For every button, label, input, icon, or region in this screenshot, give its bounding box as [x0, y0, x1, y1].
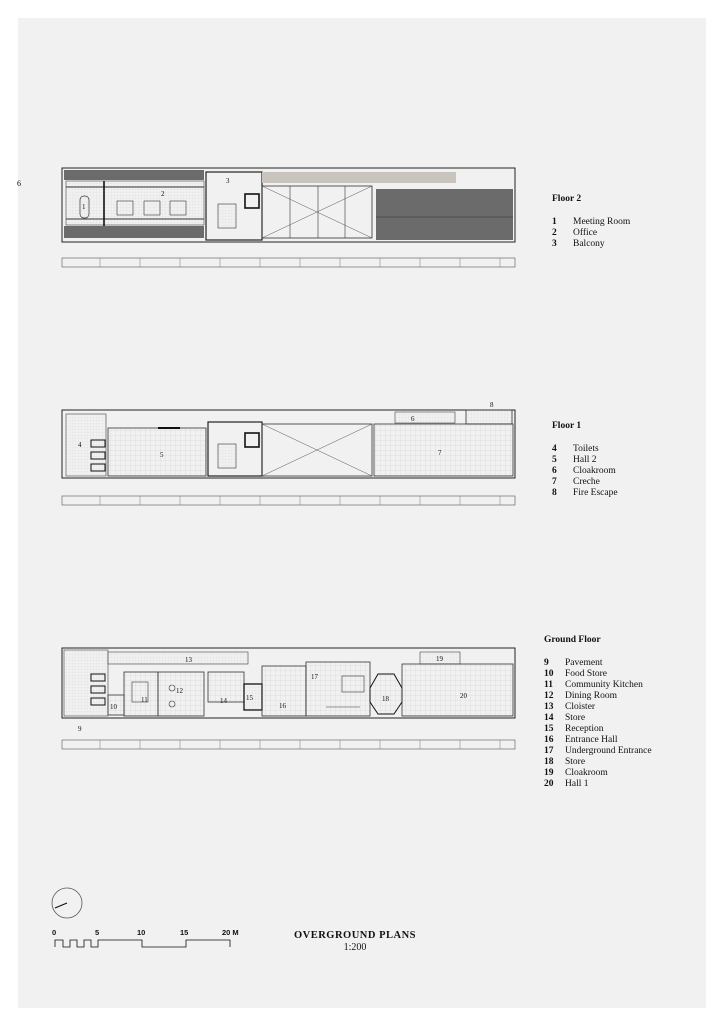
toilets-zone	[66, 414, 106, 476]
legend-item: 19 Cloakroom	[544, 768, 608, 778]
legend-item: 17 Underground Entrance	[544, 746, 652, 756]
floor1-facade	[62, 496, 515, 505]
plan-label-15: 15	[246, 694, 253, 702]
floor2-roof-block	[376, 189, 513, 240]
plan-label-12: 12	[176, 687, 183, 695]
hall2-room	[108, 428, 206, 476]
legend-item: 6 Cloakroom	[552, 466, 616, 476]
legend-item: 12 Dining Room	[544, 691, 617, 701]
legend-item: 1 Meeting Room	[552, 217, 631, 227]
plan-label-18: 18	[382, 695, 389, 703]
legend-item: 15 Reception	[544, 724, 604, 734]
scale-tick: 5	[95, 928, 100, 937]
scale-tick: 20 M	[222, 928, 239, 937]
plan-label-10: 10	[110, 703, 117, 711]
drawing-title: OVERGROUND PLANS	[293, 930, 417, 941]
ground-plan	[62, 648, 515, 749]
drawing-scale: 1:200	[343, 942, 367, 953]
ground-facade	[62, 740, 515, 749]
plan-label-13: 13	[185, 656, 192, 664]
balcony-strip	[262, 172, 456, 183]
hall1-room	[402, 664, 513, 716]
plan-label-16: 16	[279, 702, 286, 710]
floor2-facade	[62, 258, 515, 267]
floor2-office-top-band	[64, 170, 204, 180]
plan-label-6: 6	[411, 415, 415, 423]
north-arrow	[52, 888, 82, 918]
cloakroom-strip	[395, 412, 455, 423]
floor1-title: Floor 1	[552, 421, 582, 431]
plan-label-11: 11	[141, 696, 148, 704]
scale-tick: 0	[52, 928, 57, 937]
plan-label-4: 4	[78, 441, 82, 449]
plan-label-1: 1	[82, 203, 86, 211]
plan-label-3: 3	[226, 177, 230, 185]
plan-label-7: 7	[438, 449, 442, 457]
legend-item: 9 Pavement	[544, 658, 603, 668]
plan-label-8: 8	[490, 401, 494, 409]
legend-item: 18 Store	[544, 757, 586, 767]
legend-item: 2 Office	[552, 228, 598, 238]
legend-item: 16 Entrance Hall	[544, 735, 618, 745]
legend-item: 14 Store	[544, 713, 586, 723]
plan-label-14: 14	[220, 697, 227, 705]
plan-label-9: 9	[78, 725, 82, 733]
legend-item: 4 Toilets	[552, 444, 599, 454]
cloister-strip	[108, 652, 248, 664]
legend-item: 7 Creche	[552, 477, 600, 487]
community-kitchen	[124, 672, 158, 716]
legend-item: 10 Food Store	[544, 669, 607, 679]
plan-label-2: 2	[161, 190, 165, 198]
scale-tick: 15	[180, 928, 189, 937]
legend-item: 5 Hall 2	[552, 455, 597, 465]
floor2-office-bottom-band	[64, 226, 204, 238]
floor1-plan	[62, 401, 515, 505]
store-18	[370, 674, 402, 714]
scale-bar	[55, 940, 230, 947]
creche-room	[374, 424, 513, 476]
drawing-title-block	[260, 930, 450, 953]
ground-left-zone	[64, 650, 108, 716]
plan-label-20: 20	[460, 692, 467, 700]
plan-label-17: 17	[311, 673, 318, 681]
legend-item: 8 Fire Escape	[552, 488, 618, 498]
ground-legend	[544, 635, 652, 790]
edge-mark: 6	[17, 179, 21, 188]
plan-label-19: 19	[436, 655, 443, 663]
legend-item: 11 Community Kitchen	[544, 680, 643, 690]
ground-title: Ground Floor	[544, 635, 601, 645]
plan-label-5: 5	[160, 451, 164, 459]
legend-item: 13 Cloister	[544, 702, 596, 712]
scale-tick: 10	[137, 928, 146, 937]
underground-entrance	[306, 662, 370, 716]
floor2-legend	[552, 194, 630, 250]
floor2-title: Floor 2	[552, 194, 582, 204]
floor1-legend	[552, 421, 618, 499]
floor2-plan	[62, 168, 515, 267]
fire-escape	[466, 410, 512, 424]
legend-item: 3 Balcony	[552, 239, 605, 249]
legend-item: 20 Hall 1	[544, 779, 589, 789]
